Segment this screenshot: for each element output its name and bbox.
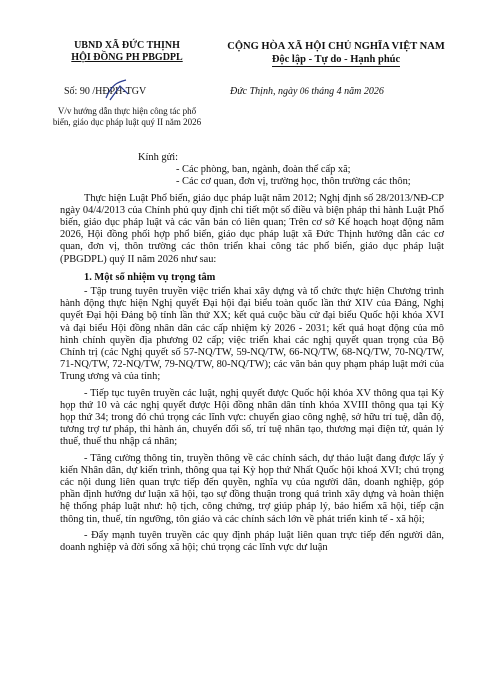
paragraph-3: - Tăng cường thông tin, truyền thông về các chính sách, dự thảo luật đang được lấy ý kiến Nhân dân, dự kiến trình, thông qua tại Kỳ họp thứ Nhất Quốc hội khoá XVI; chú trọng các nội dung liên quan trực tiếp đến quyền, nghĩa vụ của người dân, doanh nghiệp, góp phần định hướng dư luận xã hội, tạo sự đồng thuận trong quá trình xây dựng và hoàn thiện hệ thống pháp luật như: hộ tịch, công chứng, trợ giúp pháp lý, bảo hiểm xã hội, tiếp cận thông tin, thuế, tín ngưỡng, tôn giáo và các chính sách lớn về phát triển kinh tế - xã hội;	[60, 452, 444, 525]
paragraph-4: - Đẩy mạnh tuyên truyền các quy định pháp luật liên quan trực tiếp đến người dân, doanh nghiệp và đời sống xã hội; chú trọng các lĩnh vực dư luận	[60, 529, 444, 554]
document-body	[60, 152, 444, 554]
paragraph-2: - Tiếp tục tuyên truyền các luật, nghị quyết được Quốc hội khóa XV thông qua tại Kỳ họp thứ 10 và các nghị quyết được Hội đồng nhân dân tỉnh khóa XVIII thông qua tại Kỳ họp thứ 34; trong đó chú trọng các lĩnh vực: chuyển giao công nghệ, sở hữu trí tuệ, dẫn độ, tương trợ tư pháp, thi hành án, chuyển đổi số, trí tuệ nhân tạo, thương mại điện tử, quản lý thuế, thuế thu nhập cá nhân;	[60, 387, 444, 448]
recipient-2: - Các cơ quan, đơn vị, trường học, thôn trường các thôn;	[176, 176, 411, 188]
country-name: CỘNG HÒA XÃ HỘI CHỦ NGHĨA VIỆT NAM	[227, 41, 445, 52]
document-summary: V/v hướng dẫn thực hiện công tác phổ biến, giáo dục pháp luật quý II năm 2026	[52, 106, 202, 127]
motto: Độc lập - Tự do - Hạnh phúc	[271, 54, 401, 65]
authority-line-2: HỘI ĐỒNG PH PBGDPL	[71, 52, 183, 63]
recipient-1: - Các phòng, ban, ngành, đoàn thể cấp xã;	[176, 164, 351, 176]
addressee-label: Kính gửi:	[138, 152, 178, 163]
date-rest: tháng 4 năm 2026	[311, 86, 384, 97]
national-motto	[205, 40, 467, 67]
issuing-authority	[52, 40, 202, 64]
date-place: Đức Thịnh, ngày	[230, 86, 298, 97]
intro-paragraph: Thực hiện Luật Phổ biến, giáo dục pháp luật năm 2012; Nghị định số 28/2013/NĐ-CP ngày 04/4/2013 của Chính phủ quy định chi tiết một số điều và biện pháp thi hành Luật Phổ biến, giáo dục pháp luật và các văn bản có liên quan; Trên cơ sở Kế hoạch hoạt động năm 2026, Hội đồng phối hợp phổ biến, giáo dục pháp luật xã Đức Thịnh hướng dẫn các cơ quan, đơn vị, thôn trường các thôn triển khai công tác phổ biến, giáo dục pháp luật (PBGDPL) quý II năm 2026 như sau:	[60, 192, 444, 265]
paragraph-1: - Tập trung tuyên truyền việc triển khai xây dựng và tổ chức thực hiện Chương trình hành động thực hiện Nghị quyết Đại hội đại biểu toàn quốc lần thứ XIV của Đảng, Nghị quyết Đại hội Đảng bộ tỉnh lần thứ XX; kết quả cuộc bầu cử đại biểu Quốc hội khóa XVI và đại biểu Hội đồng nhân dân các cấp nhiệm kỳ 2026 - 2031; kết quả hoạt động của mô hình chính quyền địa phương 02 cấp; việc triển khai các nghị quyết quan trọng của Bộ Chính trị (các Nghị quyết số 57-NQ/TW, 59-NQ/TW, 66-NQ/TW, 68-NQ/TW, 70-NQ/TW, 71-NQ/TW, 72-NQ/TW, 79-NQ/TW, 80-NQ/TW); các văn bản quy phạm pháp luật mới của Trung ương và của tỉnh;	[60, 286, 444, 383]
issue-date	[230, 86, 384, 97]
document-number: Số: 90 /HĐPH-TGV	[64, 86, 147, 97]
authority-line-1: UBND XÃ ĐỨC THỊNH	[74, 40, 180, 51]
section-1-title: 1. Một số nhiệm vụ trọng tâm	[84, 271, 216, 283]
date-day: 06	[299, 86, 309, 96]
